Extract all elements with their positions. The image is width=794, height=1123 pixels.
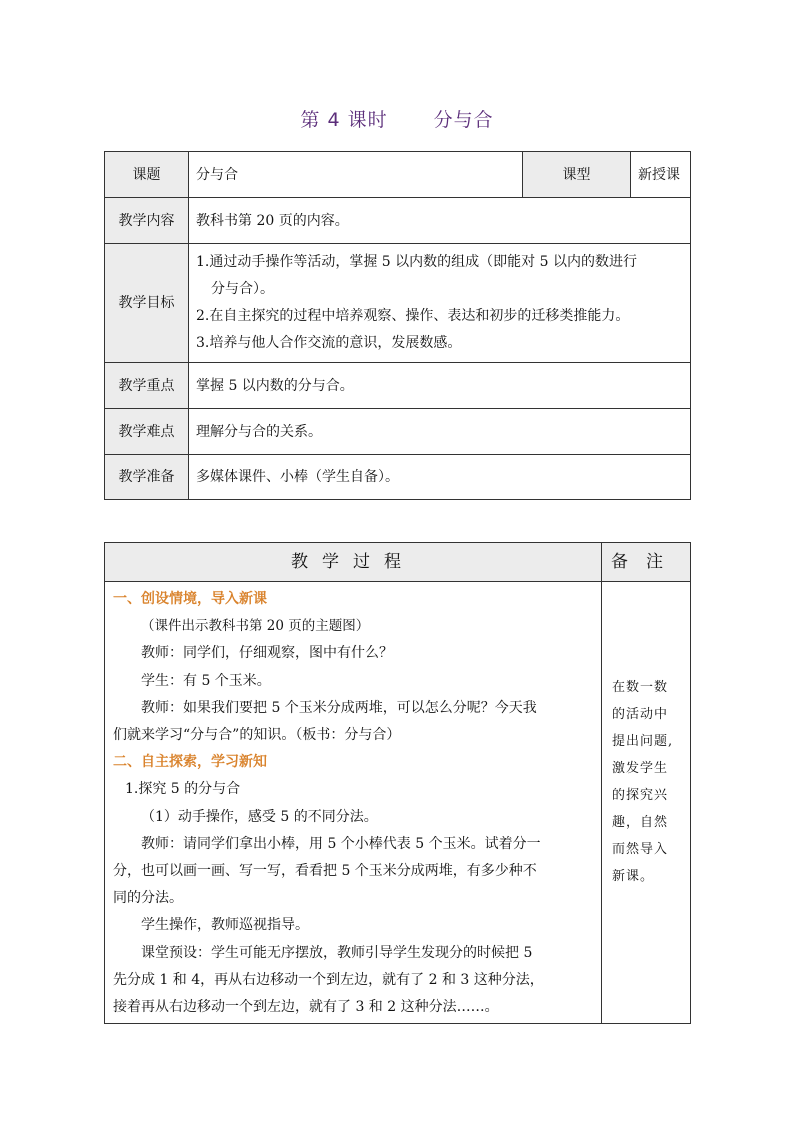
process-line: （课件出示教科书第 20 页的主题图）	[141, 618, 370, 635]
content-label: 教学内容	[105, 198, 189, 244]
process-line: 同的分法。	[113, 890, 183, 907]
remark-line: 激发学生	[612, 761, 669, 776]
difficulty-value: 理解分与合的关系。	[189, 409, 691, 455]
remark-line: 提出问题,	[612, 734, 674, 749]
goal-1a: 1.通过动手操作等活动，掌握 5 以内数的组成（即能对 5 以内的数进行	[196, 254, 637, 270]
lesson-info-table	[104, 151, 691, 500]
teaching-process-table	[104, 542, 691, 1024]
key-label: 教学重点	[105, 363, 189, 409]
remark-line: 的活动中	[612, 707, 669, 722]
topic-value: 分与合	[189, 152, 523, 198]
type-label: 课型	[523, 152, 631, 198]
goals-label: 教学目标	[105, 244, 189, 363]
prep-label: 教学准备	[105, 455, 189, 500]
type-value: 新授课	[631, 152, 691, 198]
process-line: 们就来学习“分与合”的知识。（板书：分与合）	[113, 727, 401, 744]
process-header: 教学过程	[105, 543, 602, 582]
process-body	[105, 582, 602, 1024]
remark-line: 在数一数	[612, 680, 669, 695]
process-line: 接着再从右边移动一个到左边，就有了 3 和 2 这种分法……。	[113, 999, 499, 1016]
lesson-title	[0, 105, 794, 132]
section-2-heading: 二、自主探索，学习新知	[113, 754, 267, 771]
remark-cell	[602, 582, 691, 1024]
process-line: 教师：如果我们要把 5 个玉米分成两堆，可以怎么分呢？今天我	[141, 699, 537, 716]
goal-2: 2.在自主探究的过程中培养观察、操作、表达和初步的迁移类推能力。	[196, 308, 630, 324]
difficulty-label: 教学难点	[105, 409, 189, 455]
process-line: 课堂预设：学生可能无序摆放，教师引导学生发现分的时候把 5	[141, 944, 533, 961]
section-1-heading: 一、创设情境，导入新课	[113, 591, 267, 607]
lesson-number: 第 4 课时	[300, 109, 388, 131]
process-line: 分，也可以画一画、写一写，看看把 5 个玉米分成两堆，有多少种不	[113, 863, 537, 880]
remark-line: 的探究兴	[612, 788, 669, 803]
process-line: 先分成 1 和 4，再从右边移动一个到左边，就有了 2 和 3 这种分法，	[113, 971, 544, 988]
lesson-topic: 分与合	[433, 109, 494, 131]
remark-line: 趣，自然	[612, 815, 669, 830]
goals-cell	[189, 244, 691, 363]
remark-line: 新课。	[612, 869, 655, 884]
goal-3: 3.培养与他人合作交流的意识，发展数感。	[196, 335, 462, 351]
topic-label: 课题	[105, 152, 189, 198]
remark-header: 备注	[602, 543, 691, 582]
goal-1b: 分与合）。	[211, 281, 274, 297]
process-line: 1.探究 5 的分与合	[125, 781, 241, 798]
process-line: 学生操作，教师巡视指导。	[141, 917, 309, 934]
process-line: （1）动手操作，感受 5 的不同分法。	[141, 808, 378, 825]
key-value: 掌握 5 以内数的分与合。	[189, 363, 691, 409]
process-line: 教师：请同学们拿出小棒，用 5 个小棒代表 5 个玉米。试着分一	[141, 835, 541, 852]
process-line: 教师：同学们，仔细观察，图中有什么？	[141, 645, 393, 662]
content-value: 教科书第 20 页的内容。	[189, 198, 691, 244]
prep-value: 多媒体课件、小棒（学生自备）。	[189, 455, 691, 500]
remark-line: 而然导入	[612, 842, 669, 857]
process-line: 学生：有 5 个玉米。	[141, 672, 271, 689]
